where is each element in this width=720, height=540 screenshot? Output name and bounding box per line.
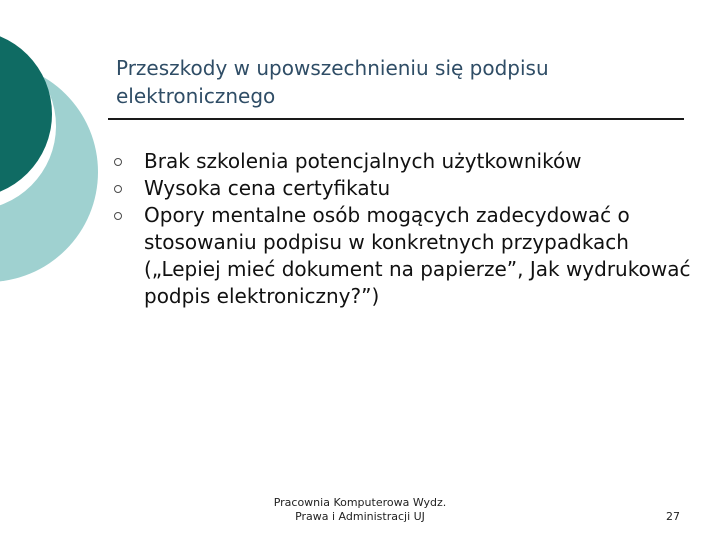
circle-bullet-icon — [114, 185, 122, 193]
circle-bullet-icon — [114, 212, 122, 220]
footer-line: Pracownia Komputerowa Wydz. — [273, 496, 447, 509]
slide-title: Przeszkody w upowszechnieniu się podpisu elektronicznego — [116, 56, 549, 108]
bullet-list — [112, 148, 702, 310]
decorative-circles — [0, 0, 120, 300]
title-divider — [108, 118, 684, 120]
bullet-text: Opory mentalne osób mogących zadecydować o stosowaniu podpisu w konkretnych przypadkach („Lepiej mieć dokument na papierze”, Jak wydrukować podpis elektroniczny?”) — [144, 203, 691, 308]
bullet-text: Wysoka cena certyfikatu — [144, 176, 391, 200]
bullet-text: Brak szkolenia potencjalnych użytkowników — [144, 149, 582, 173]
page-number: 27 — [666, 510, 680, 523]
bullet-item — [112, 148, 702, 175]
slide-footer — [250, 496, 470, 524]
circle-bullet-icon — [114, 158, 122, 166]
bullet-item — [112, 175, 702, 202]
footer-line: Prawa i Administracji UJ — [295, 510, 425, 523]
bullet-item — [112, 202, 702, 310]
